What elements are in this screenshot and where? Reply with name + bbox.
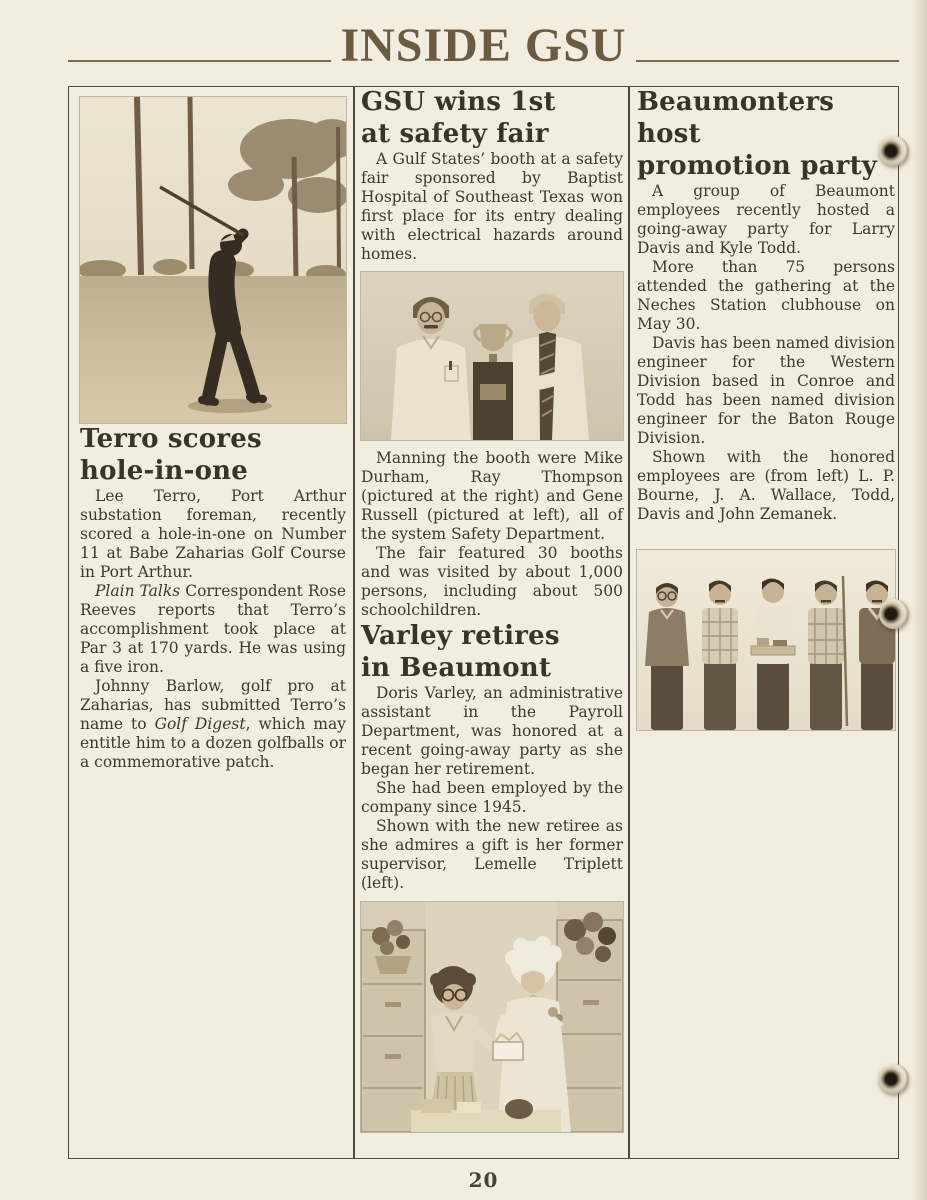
beaumonters-paragraph-2: More than 75 persons attended the gathering at the Neches Station clubhouse on May 30. (637, 258, 895, 333)
tray (751, 646, 795, 655)
beaumonters-headline-line2: promotion party (637, 151, 878, 181)
column-divider-left (353, 86, 355, 1159)
terro-headline-line2: hole-in-one (80, 456, 249, 486)
masthead-rule-left (68, 60, 331, 63)
safety-fair-paragraph-3: The fair featured 30 booths and was visited by about 1,000 persons, including about 500 schoolchildren. (361, 544, 623, 619)
plain-talks-italic: Plain Talks (95, 582, 181, 600)
varley-paragraph-1: Doris Varley, an administrative assistant in the Payroll Department, was honored at a recent going-away party as she began her retirement. (361, 684, 623, 778)
varley-paragraph-3: Shown with the new retiree as she admires a gift is her former supervisor, Lemelle Triplett (left). (361, 817, 623, 892)
safety-fair-paragraph-2: Manning the booth were Mike Durham, Ray Thompson (pictured at the right) and Gene Russell (pictured at left), all of the system Safety Department. (361, 449, 623, 543)
safety-booth-photo (361, 272, 623, 440)
binder-rivet-middle (879, 599, 909, 629)
beaumonters-paragraph-3: Davis has been named division engineer for the Western Division based in Conroe and Todd has been named division engineer for the Baton Rouge Division. (637, 334, 895, 447)
beaumonters-headline-line1: Beaumonters host (637, 87, 835, 149)
safety-fair-paragraph-1: A Gulf States’ booth at a safety fair sponsored by Baptist Hospital of Southeast Texas won first place for its entry dealing with electrical hazards around homes. (361, 150, 623, 263)
golf-digest-italic: Golf Digest (154, 715, 246, 733)
beaumonters-paragraph-4: Shown with the honored employees are (from left) L. P. Bourne, J. A. Wallace, Todd, Davis and John Zemanek. (637, 448, 895, 523)
varley-headline (361, 620, 623, 684)
varley-headline-line1: Varley retires (361, 621, 560, 651)
safety-fair-headline-line2: at safety fair (361, 119, 549, 149)
varley-headline-line2: in Beaumont (361, 653, 552, 683)
varley-paragraph-2: She had been employed by the company since 1945. (361, 779, 623, 816)
scan-left-edge (0, 0, 3, 1200)
terro-paragraph-1: Lee Terro, Port Arthur substation foreman, recently scored a hole-in-one on Number 11 at Babe Zaharias Golf Course in Port Arthur. (80, 487, 346, 581)
column-right (637, 86, 895, 730)
terro-paragraph-2: Plain Talks Correspondent Rose Reeves reports that Terro’s accomplishment took place at Par 3 at 170 yards. He was using a five iron. (80, 582, 346, 676)
safety-fair-headline-line1: GSU wins 1st (361, 87, 556, 117)
column-left (80, 86, 346, 772)
binder-rivet-top (879, 136, 909, 166)
masthead (68, 19, 899, 72)
masthead-rule-right (636, 60, 899, 63)
golfer-photo (80, 97, 346, 423)
beaumonters-headline (637, 86, 895, 182)
masthead-title: INSIDE GSU (340, 19, 627, 72)
safety-fair-headline (361, 86, 623, 150)
column-middle (361, 86, 623, 1132)
terro-headline (80, 423, 346, 487)
binder-rivet-bottom (879, 1064, 909, 1094)
beaumonters-paragraph-1: A group of Beaumont employees recently hosted a going-away party for Larry Davis and Kyle Todd. (637, 182, 895, 257)
varley-retirement-photo (361, 902, 623, 1132)
terro-headline-line1: Terro scores (80, 424, 262, 454)
scan-right-shadow (911, 0, 927, 1200)
page-number: 20 (468, 1168, 499, 1192)
terro-paragraph-3: Johnny Barlow, golf pro at Zaharias, has submitted Terro’s name to Golf Digest, which may entitle him to a dozen golfballs or a commemorative patch. (80, 677, 346, 771)
gift-box (493, 1042, 523, 1060)
promotion-party-group-photo (637, 550, 895, 730)
column-divider-right (628, 86, 630, 1159)
